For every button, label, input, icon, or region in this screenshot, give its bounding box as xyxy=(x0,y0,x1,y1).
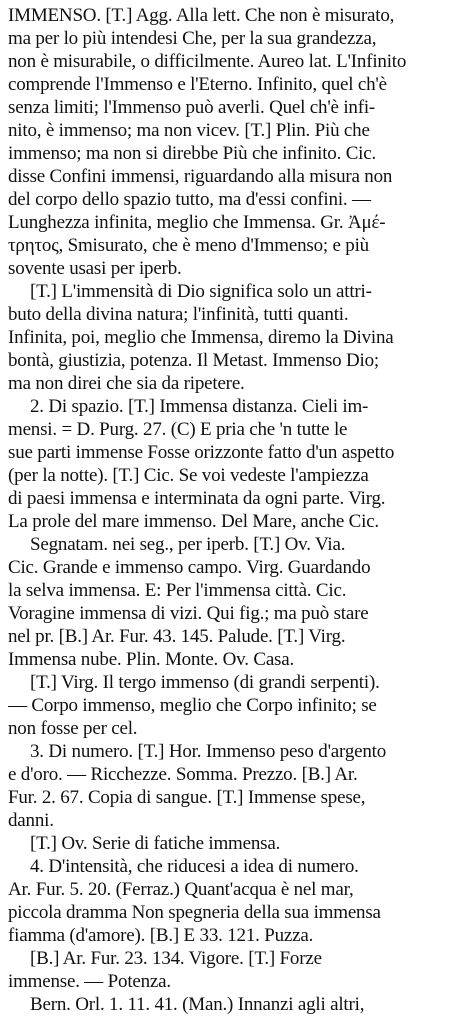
entry-line: [T.] Virg. Il tergo immenso (di grandi serpenti). xyxy=(30,672,380,693)
entry-line: IMMENSO. [T.] Agg. Alla lett. Che non è misurato, xyxy=(8,5,395,26)
entry-line: piccola dramma Non spegneria della sua immensa xyxy=(8,902,381,923)
entry-line: 3. Di numero. [T.] Hor. Immenso peso d'argento xyxy=(30,741,387,762)
entry-line: Bern. Orl. 1. 11. 41. (Man.) Innanzi agli altri, xyxy=(30,994,365,1015)
entry-line: immenso; ma non si direbbe Più che infinito. Cic. xyxy=(8,143,377,164)
entry-line: sovente usasi per iperb. xyxy=(8,258,182,279)
entry-line: danni. xyxy=(8,810,54,831)
entry-line: non fosse per cel. xyxy=(8,718,138,739)
entry-line: disse Confini immensi, riguardando alla misura non xyxy=(8,166,393,187)
entry-line: sue parti immense Fosse orizzonte fatto d'un aspetto xyxy=(8,442,395,463)
entry-line: Lunghezza infinita, meglio che Immensa. Gr. Ἀμέ- xyxy=(8,212,386,233)
entry-line: τρητος, Smisurato, che è meno d'Immenso; e più xyxy=(8,235,369,256)
entry-line: [T.] L'immensità di Dio significa solo un attri- xyxy=(30,281,372,302)
entry-line: di paesi immensa e interminata da ogni parte. Virg. xyxy=(8,488,386,509)
entry-line: fiamma (d'amore). [B.] E 33. 121. Puzza. xyxy=(8,925,314,946)
entry-line: Ar. Fur. 5. 20. (Ferraz.) Quant'acqua è nel mar, xyxy=(8,879,354,900)
entry-line: la selva immensa. E: Per l'immensa città. Cic. xyxy=(8,580,347,601)
entry-line: del corpo dello spazio tutto, ma d'essi confini. — xyxy=(8,189,371,210)
entry-line: comprende l'Immenso e l'Eterno. Infinito, quel ch'è xyxy=(8,74,387,95)
entry-line: senza limiti; l'Immenso può averli. Quel ch'è infi- xyxy=(8,97,376,118)
entry-line: Segnatam. nei seg., per iperb. [T.] Ov. Via. xyxy=(30,534,346,555)
entry-line: 4. D'intensità, che riducesi a idea di numero. xyxy=(30,856,359,877)
entry-line: ma per lo più intendesi Che, per la sua grandezza, xyxy=(8,28,377,49)
entry-line: ma non direi che sia da ripetere. xyxy=(8,373,245,394)
entry-line: Immensa nube. Plin. Monte. Ov. Casa. xyxy=(8,649,295,670)
entry-line: Infinita, poi, meglio che Immensa, diremo la Divina xyxy=(8,327,394,348)
entry-line: buto della divina natura; l'infinità, tutti quanti. xyxy=(8,304,349,325)
entry-line: nito, è immenso; ma non vicev. [T.] Plin. Più che xyxy=(8,120,370,141)
dictionary-entry xyxy=(8,4,456,1016)
entry-line: La prole del mare immenso. Del Mare, anche Cic. xyxy=(8,511,379,532)
entry-line: (per la notte). [T.] Cic. Se voi vedeste l'ampiezza xyxy=(8,465,369,486)
entry-line: — Corpo immenso, meglio che Corpo infinito; se xyxy=(8,695,377,716)
entry-line: immense. — Potenza. xyxy=(8,971,171,992)
entry-line: Voragine immensa di vizi. Qui fig.; ma può stare xyxy=(8,603,369,624)
entry-line: [T.] Ov. Serie di fatiche immensa. xyxy=(30,833,281,854)
entry-line: nel pr. [B.] Ar. Fur. 43. 145. Palude. [T.] Virg. xyxy=(8,626,346,647)
entry-line: Cic. Grande e immenso campo. Virg. Guardando xyxy=(8,557,371,578)
entry-line: Fur. 2. 67. Copia di sangue. [T.] Immense spese, xyxy=(8,787,366,808)
entry-line: bontà, giustizia, potenza. Il Metast. Immenso Dio; xyxy=(8,350,379,371)
entry-line: non è misurabile, o difficilmente. Aureo lat. L'Infinito xyxy=(8,51,407,72)
entry-line: 2. Di spazio. [T.] Immensa distanza. Cieli im- xyxy=(30,396,369,417)
entry-line: mensi. = D. Purg. 27. (C) E pria che 'n tutte le xyxy=(8,419,348,440)
entry-line: [B.] Ar. Fur. 23. 134. Vigore. [T.] Forze xyxy=(30,948,322,969)
entry-line: e d'oro. — Ricchezze. Somma. Prezzo. [B.] Ar. xyxy=(8,764,358,785)
